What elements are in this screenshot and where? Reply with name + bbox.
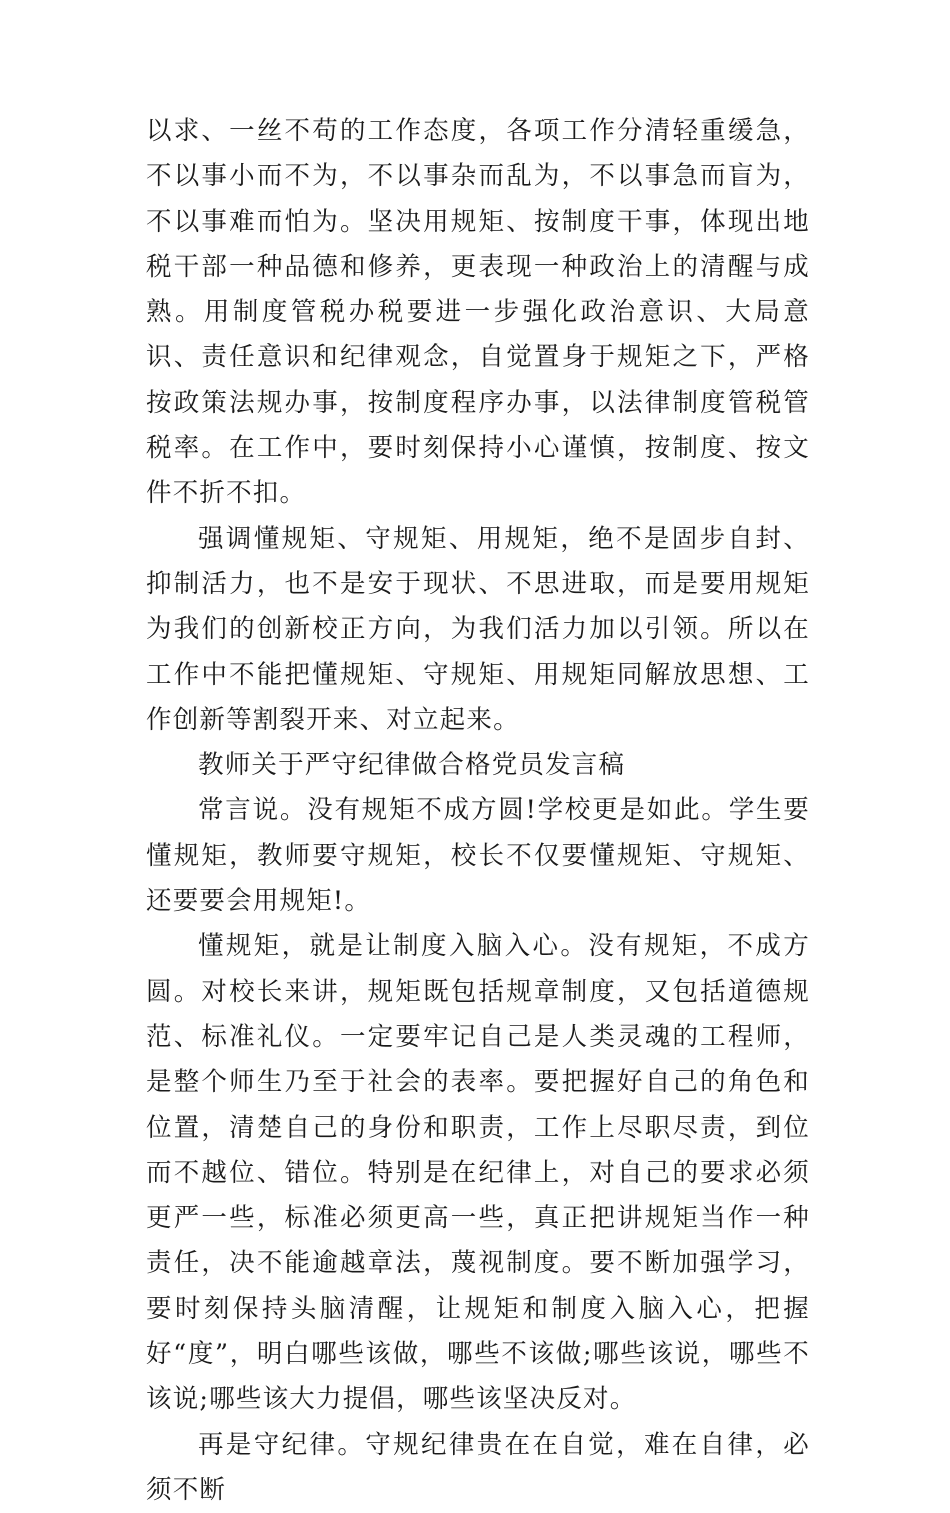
paragraph-4: 懂规矩，就是让制度入脑入心。没有规矩，不成方圆。对校长来讲，规矩既包括规章制度，又包括道德规范、标准礼仪。一定要牢记自己是人类灵魂的工程师，是整个师生乃至于社会的表率。要把握好自己的角色和位置，清楚自己的身份和职责，工作上尽职尽责，到位而不越位、错位。特别是在纪律上，对自己的要求必须更严一些，标准必须更高一些，真正把讲规矩当作一种责任，决不能逾越章法，蔑视制度。要不断加强学习，要时刻保持头脑清醒，让规矩和制度入脑入心，把握好“度”，明白哪些该做，哪些不该做;哪些该说，哪些不该说;哪些该大力提倡，哪些该坚决反对。 [146, 931, 810, 1415]
section-heading: 教师关于严守纪律做合格党员发言稿 [198, 750, 626, 781]
paragraph-2: 强调懂规矩、守规矩、用规矩，绝不是固步自封、抑制活力，也不是安于现状、不思进取，而是要用规矩为我们的创新校正方向，为我们活力加以引领。所以在工作中不能把懂规矩、守规矩、用规矩同解放思想、工作创新等割裂开来、对立起来。 [146, 523, 810, 735]
paragraph-5: 再是守纪律。守规纪律贵在在自觉，难在自律，必须不断 [146, 1429, 810, 1505]
paragraph-1: 以求、一丝不苟的工作态度，各项工作分清轻重缓急，不以事小而不为，不以事杂而乱为，不以事急而盲为，不以事难而怕为。坚决用规矩、按制度干事，体现出地税干部一种品德和修养，更表现一种政治上的清醒与成熟。用制度管税办税要进一步强化政治意识、大局意识、责任意识和纪律观念，自觉置身于规矩之下，严格按政策法规办事，按制度程序办事，以法律制度管税管税率。在工作中，要时刻保持小心谨慎，按制度、按文件不折不扣。 [146, 116, 810, 509]
paragraph-3: 常言说。没有规矩不成方圆!学校更是如此。学生要懂规矩，教师要守规矩，校长不仅要懂规矩、守规矩、还要要会用规矩!。 [146, 795, 810, 917]
document-body [146, 109, 810, 1513]
